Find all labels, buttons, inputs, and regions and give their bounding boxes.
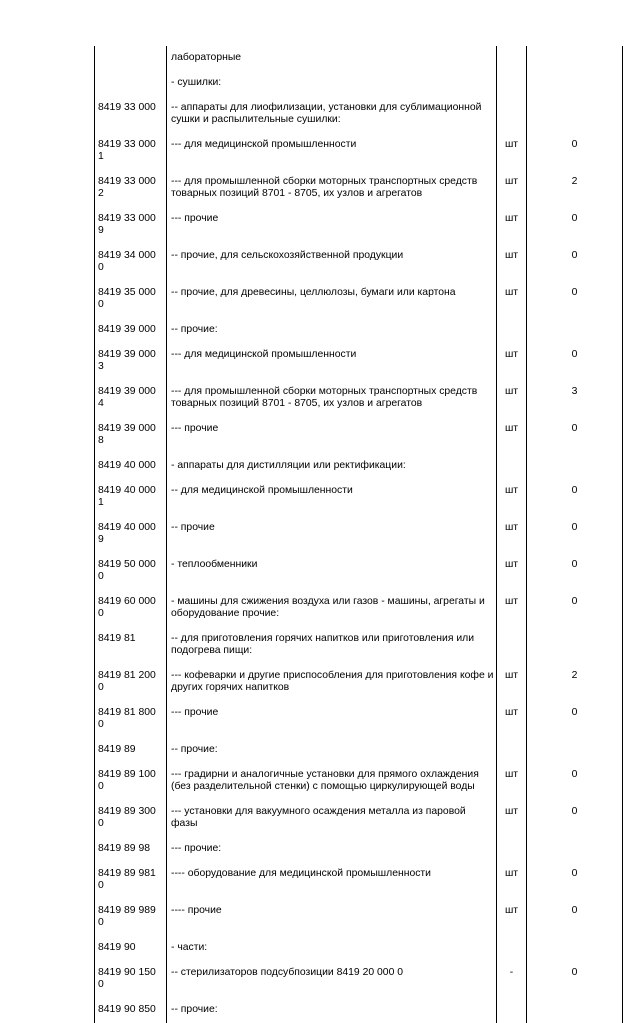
- duty-rate-cell: [527, 936, 623, 961]
- duty-rate-cell: 0: [527, 244, 623, 281]
- duty-rate-cell: 0: [527, 862, 623, 899]
- description-cell: -- для приготовления горячих напитков или приготовления или подогрева пищи:: [167, 627, 497, 664]
- tn-ved-code-cell: 8419 89 100 0: [95, 763, 167, 800]
- description-cell: -- прочие:: [167, 738, 497, 763]
- tariff-table: [94, 46, 623, 1023]
- unit-cell: шт: [497, 244, 527, 281]
- unit-cell: шт: [497, 343, 527, 380]
- tariff-table-body: [95, 46, 623, 1023]
- table-row: [95, 281, 623, 318]
- tn-ved-code-cell: 8419 89 300 0: [95, 800, 167, 837]
- description-cell: -- аппараты для лиофилизации, установки для сублимационной сушки и распылительные сушилки:: [167, 96, 497, 133]
- table-row: [95, 96, 623, 133]
- tn-ved-code-cell: 8419 89: [95, 738, 167, 763]
- unit-cell: [497, 936, 527, 961]
- unit-cell: [497, 318, 527, 343]
- description-cell: --- для медицинской промышленности: [167, 133, 497, 170]
- duty-rate-cell: 2: [527, 170, 623, 207]
- table-row: [95, 133, 623, 170]
- description-cell: --- прочие: [167, 701, 497, 738]
- description-cell: -- стерилизаторов подсубпозиции 8419 20 000 0: [167, 961, 497, 998]
- table-row: [95, 454, 623, 479]
- duty-rate-cell: 0: [527, 417, 623, 454]
- duty-rate-cell: 2: [527, 664, 623, 701]
- table-row: [95, 627, 623, 664]
- duty-rate-cell: 0: [527, 763, 623, 800]
- tn-ved-code-cell: 8419 39 000 3: [95, 343, 167, 380]
- unit-cell: шт: [497, 170, 527, 207]
- table-row: [95, 207, 623, 244]
- tn-ved-code-cell: 8419 60 000 0: [95, 590, 167, 627]
- duty-rate-cell: 0: [527, 961, 623, 998]
- unit-cell: [497, 71, 527, 96]
- table-row: [95, 862, 623, 899]
- table-row: [95, 590, 623, 627]
- table-row: [95, 516, 623, 553]
- duty-rate-cell: 3: [527, 380, 623, 417]
- unit-cell: шт: [497, 899, 527, 936]
- tn-ved-code-cell: 8419 39 000: [95, 318, 167, 343]
- description-cell: -- прочие: [167, 516, 497, 553]
- unit-cell: [497, 627, 527, 664]
- tn-ved-code-cell: 8419 39 000 8: [95, 417, 167, 454]
- tn-ved-code-cell: 8419 81 800 0: [95, 701, 167, 738]
- duty-rate-cell: [527, 837, 623, 862]
- tn-ved-code-cell: 8419 89 98: [95, 837, 167, 862]
- duty-rate-cell: [527, 738, 623, 763]
- tn-ved-code-cell: 8419 40 000 1: [95, 479, 167, 516]
- description-cell: - сушилки:: [167, 71, 497, 96]
- tn-ved-code-cell: [95, 46, 167, 71]
- unit-cell: шт: [497, 380, 527, 417]
- unit-cell: [497, 998, 527, 1023]
- unit-cell: [497, 738, 527, 763]
- tn-ved-code-cell: 8419 89 981 0: [95, 862, 167, 899]
- table-row: [95, 763, 623, 800]
- unit-cell: [497, 46, 527, 71]
- table-row: [95, 998, 623, 1023]
- table-row: [95, 380, 623, 417]
- tn-ved-code-cell: 8419 33 000: [95, 96, 167, 133]
- table-row: [95, 417, 623, 454]
- description-cell: --- градирни и аналогичные установки для прямого охлаждения (без разделительной стенки) с помощью циркулирующей воды: [167, 763, 497, 800]
- unit-cell: шт: [497, 664, 527, 701]
- unit-cell: шт: [497, 553, 527, 590]
- duty-rate-cell: [527, 71, 623, 96]
- duty-rate-cell: 0: [527, 800, 623, 837]
- tn-ved-code-cell: 8419 81 200 0: [95, 664, 167, 701]
- table-row: [95, 553, 623, 590]
- description-cell: ---- оборудование для медицинской промышленности: [167, 862, 497, 899]
- description-cell: --- для промышленной сборки моторных транспортных средств товарных позиций 8701 - 8705, их узлов и агрегатов: [167, 380, 497, 417]
- duty-rate-cell: 0: [527, 701, 623, 738]
- unit-cell: шт: [497, 862, 527, 899]
- unit-cell: шт: [497, 590, 527, 627]
- tn-ved-code-cell: [95, 71, 167, 96]
- tn-ved-code-cell: 8419 40 000: [95, 454, 167, 479]
- unit-cell: шт: [497, 800, 527, 837]
- duty-rate-cell: [527, 318, 623, 343]
- description-cell: - машины для сжижения воздуха или газов - машины, агрегаты и оборудование прочие:: [167, 590, 497, 627]
- duty-rate-cell: [527, 454, 623, 479]
- description-cell: лабораторные: [167, 46, 497, 71]
- tn-ved-code-cell: 8419 33 000 9: [95, 207, 167, 244]
- unit-cell: шт: [497, 281, 527, 318]
- unit-cell: [497, 96, 527, 133]
- tn-ved-code-cell: 8419 34 000 0: [95, 244, 167, 281]
- tn-ved-code-cell: 8419 39 000 4: [95, 380, 167, 417]
- table-row: [95, 71, 623, 96]
- tn-ved-code-cell: 8419 50 000 0: [95, 553, 167, 590]
- tn-ved-code-cell: 8419 90: [95, 936, 167, 961]
- table-row: [95, 961, 623, 998]
- duty-rate-cell: 0: [527, 516, 623, 553]
- description-cell: --- прочие: [167, 207, 497, 244]
- duty-rate-cell: 0: [527, 343, 623, 380]
- unit-cell: шт: [497, 133, 527, 170]
- table-row: [95, 318, 623, 343]
- tn-ved-code-cell: 8419 90 850: [95, 998, 167, 1023]
- unit-cell: шт: [497, 763, 527, 800]
- description-cell: --- для промышленной сборки моторных транспортных средств товарных позиций 8701 - 8705, их узлов и агрегатов: [167, 170, 497, 207]
- description-cell: -- прочие, для сельскохозяйственной продукции: [167, 244, 497, 281]
- unit-cell: шт: [497, 479, 527, 516]
- table-row: [95, 936, 623, 961]
- unit-cell: шт: [497, 701, 527, 738]
- duty-rate-cell: [527, 96, 623, 133]
- description-cell: --- установки для вакуумного осаждения металла из паровой фазы: [167, 800, 497, 837]
- description-cell: - части:: [167, 936, 497, 961]
- tn-ved-code-cell: 8419 33 000 2: [95, 170, 167, 207]
- duty-rate-cell: 0: [527, 281, 623, 318]
- table-row: [95, 343, 623, 380]
- duty-rate-cell: 0: [527, 207, 623, 244]
- tn-ved-code-cell: 8419 33 000 1: [95, 133, 167, 170]
- table-row: [95, 46, 623, 71]
- duty-rate-cell: [527, 46, 623, 71]
- duty-rate-cell: 0: [527, 553, 623, 590]
- unit-cell: шт: [497, 207, 527, 244]
- duty-rate-cell: [527, 627, 623, 664]
- description-cell: -- прочие, для древесины, целлюлозы, бумаги или картона: [167, 281, 497, 318]
- description-cell: --- кофеварки и другие приспособления для приготовления кофе и других горячих напитков: [167, 664, 497, 701]
- tn-ved-code-cell: 8419 40 000 9: [95, 516, 167, 553]
- table-row: [95, 479, 623, 516]
- description-cell: - аппараты для дистилляции или ректификации:: [167, 454, 497, 479]
- description-cell: -- прочие:: [167, 318, 497, 343]
- duty-rate-cell: 0: [527, 590, 623, 627]
- tn-ved-code-cell: 8419 90 150 0: [95, 961, 167, 998]
- table-row: [95, 800, 623, 837]
- description-cell: -- для медицинской промышленности: [167, 479, 497, 516]
- table-row: [95, 701, 623, 738]
- duty-rate-cell: 0: [527, 479, 623, 516]
- table-row: [95, 244, 623, 281]
- table-row: [95, 738, 623, 763]
- unit-cell: [497, 837, 527, 862]
- table-row: [95, 170, 623, 207]
- unit-cell: -: [497, 961, 527, 998]
- tn-ved-code-cell: 8419 35 000 0: [95, 281, 167, 318]
- duty-rate-cell: 0: [527, 899, 623, 936]
- description-cell: - теплообменники: [167, 553, 497, 590]
- unit-cell: шт: [497, 516, 527, 553]
- table-row: [95, 837, 623, 862]
- tn-ved-code-cell: 8419 81: [95, 627, 167, 664]
- duty-rate-cell: 0: [527, 133, 623, 170]
- description-cell: ---- прочие: [167, 899, 497, 936]
- unit-cell: [497, 454, 527, 479]
- unit-cell: шт: [497, 417, 527, 454]
- description-cell: --- прочие:: [167, 837, 497, 862]
- table-row: [95, 664, 623, 701]
- description-cell: --- для медицинской промышленности: [167, 343, 497, 380]
- description-cell: --- прочие: [167, 417, 497, 454]
- tn-ved-code-cell: 8419 89 989 0: [95, 899, 167, 936]
- description-cell: -- прочие:: [167, 998, 497, 1023]
- duty-rate-cell: [527, 998, 623, 1023]
